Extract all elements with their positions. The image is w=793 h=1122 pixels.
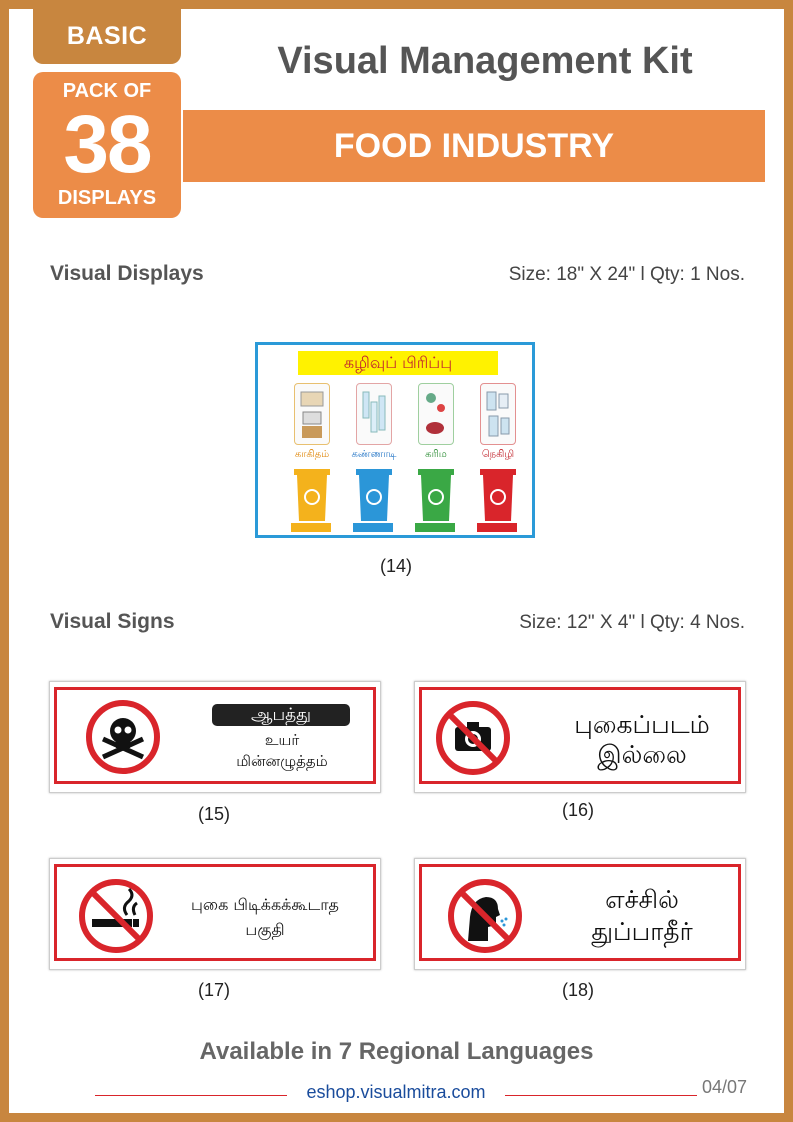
pack-count: 38 bbox=[63, 99, 151, 190]
bin-icon bbox=[476, 465, 520, 523]
shop-url-link[interactable]: eshop.visualmitra.com bbox=[306, 1082, 486, 1102]
visual-displays-heading: Visual Displays bbox=[50, 262, 204, 285]
bin-label: நெகிழி bbox=[481, 449, 515, 460]
pack-count-badge bbox=[33, 72, 181, 218]
visual-displays-size: Size: 18" X 24" l Qty: 1 Nos. bbox=[508, 264, 745, 285]
danger-badge: ஆபத்து bbox=[212, 704, 350, 726]
skull-crossbones-icon bbox=[85, 699, 161, 775]
glass-picture-icon bbox=[356, 383, 392, 445]
pack-bottom-label: DISPLAYS bbox=[57, 187, 157, 209]
bin-label: காகிதம் bbox=[294, 449, 330, 460]
bin-organic bbox=[412, 383, 460, 531]
industry-banner: FOOD INDUSTRY bbox=[183, 110, 765, 182]
sign-caption: (15) bbox=[197, 804, 230, 824]
organic-picture-icon bbox=[418, 383, 454, 445]
visual-signs-heading: Visual Signs bbox=[50, 610, 175, 633]
sign-text-line1: உயர் bbox=[264, 731, 300, 749]
sign-text-line1: புகை பிடிக்கக்கூடாத bbox=[191, 895, 339, 914]
bin-plastic bbox=[474, 383, 522, 531]
sign-text-line1: எச்சில் bbox=[605, 885, 679, 914]
display-caption: (14) bbox=[379, 556, 412, 576]
visual-signs-size: Size: 12" X 4" l Qty: 4 Nos. bbox=[519, 612, 745, 633]
no-camera-icon bbox=[434, 699, 512, 777]
sign-text-line2: இல்லை bbox=[597, 740, 687, 769]
waste-segregation-poster bbox=[252, 338, 542, 543]
languages-note: Available in 7 Regional Languages bbox=[199, 1038, 594, 1065]
no-smoking-icon bbox=[77, 877, 155, 955]
sign-card-no-smoking bbox=[49, 858, 381, 970]
bin-label: கண்ணாடி bbox=[351, 449, 397, 460]
sign-caption: (16) bbox=[561, 800, 594, 820]
sign-text-line2: பகுதி bbox=[245, 920, 285, 939]
bin-icon bbox=[290, 465, 334, 523]
page-number: 04/07 bbox=[702, 1077, 748, 1097]
bin-label: கரிம bbox=[425, 449, 447, 460]
sign-card-high-voltage bbox=[49, 681, 381, 793]
footer-divider-right bbox=[505, 1095, 697, 1096]
bin-glass bbox=[350, 383, 398, 531]
bin-icon bbox=[414, 465, 458, 523]
bin-paper bbox=[288, 383, 336, 531]
poster-heading: கழிவுப் பிரிப்பு bbox=[298, 351, 498, 375]
sign-text-line2: மின்னழுத்தம் bbox=[236, 752, 328, 770]
sign-card-no-spitting bbox=[414, 858, 746, 970]
bin-icon bbox=[352, 465, 396, 523]
sign-card-no-photography bbox=[414, 681, 746, 793]
page-title: Visual Management Kit bbox=[277, 40, 693, 82]
sign-caption: (17) bbox=[197, 980, 230, 1000]
sign-caption: (18) bbox=[561, 980, 594, 1000]
no-spitting-icon bbox=[446, 877, 524, 955]
sign-text-line2: துப்பாதீர் bbox=[591, 917, 693, 946]
footer-divider-left bbox=[95, 1095, 287, 1096]
basic-badge: BASIC bbox=[33, 9, 181, 64]
plastic-picture-icon bbox=[480, 383, 516, 445]
sign-text-line1: புகைப்படம் bbox=[574, 710, 710, 739]
paper-picture-icon bbox=[294, 383, 330, 445]
pack-top-label: PACK OF bbox=[62, 80, 152, 102]
